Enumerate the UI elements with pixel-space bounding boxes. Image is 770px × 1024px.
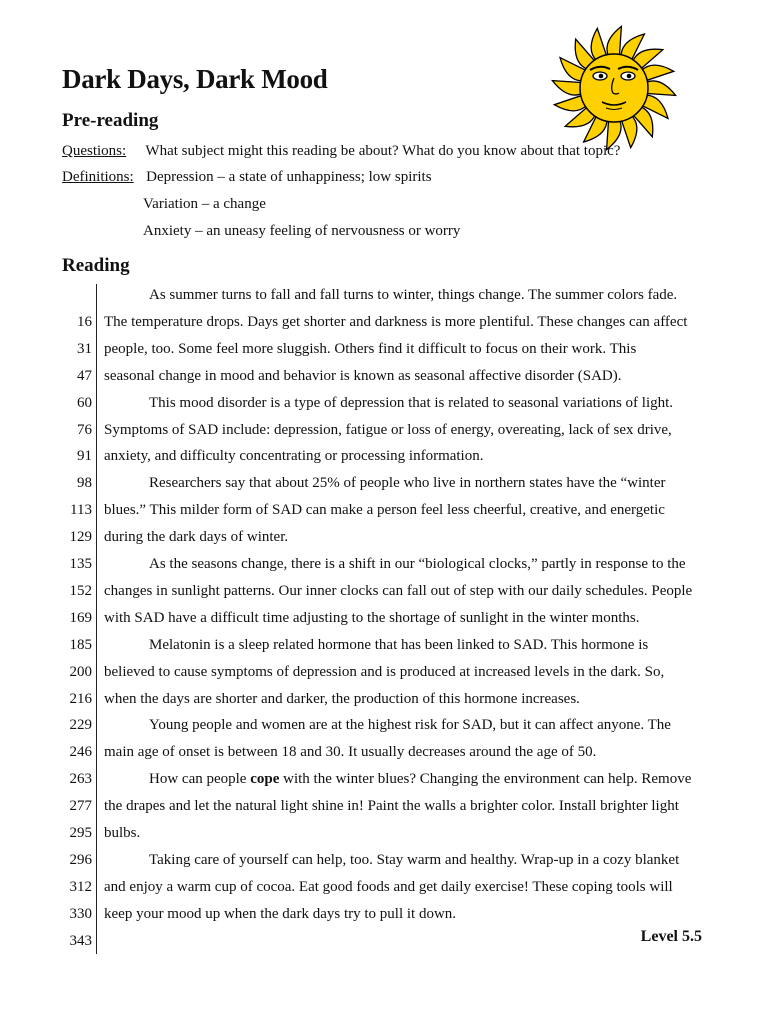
definitions-row (62, 169, 432, 186)
line-number: 263 (69, 771, 92, 787)
reading-heading: Reading (62, 255, 130, 276)
reading-line: As summer turns to fall and fall turns to winter, things change. The summer colors fade. (149, 287, 678, 303)
cope-keyword: cope (250, 771, 280, 787)
line-number: 76 (77, 422, 92, 438)
line-number: 16 (77, 314, 92, 330)
reading-line: Taking care of yourself can help, too. Stay warm and healthy. Wrap-up in a cozy blanket (149, 852, 680, 868)
line-number: 277 (69, 798, 92, 814)
line-number: 31 (77, 341, 92, 357)
definition-variation: Variation – a change (143, 196, 266, 212)
reading-line: and enjoy a warm cup of cocoa. Eat good foods and get daily exercise! These coping tools will (104, 879, 673, 895)
reading-line: keep your mood up when the dark days try to pull it down. (104, 906, 457, 922)
reading-line: This mood disorder is a type of depression that is related to seasonal variations of light. (149, 395, 674, 411)
reading-line: blues.” This milder form of SAD can make a person feel less cheerful, creative, and energetic (104, 502, 665, 518)
reading-line: with SAD have a difficult time adjusting to the shortage of sunlight in the winter months. (104, 610, 640, 626)
line-number: 185 (69, 637, 92, 653)
questions-label: Questions: (62, 143, 127, 159)
reading-line: when the days are shorter and darker, the production of this hormone increases. (104, 691, 580, 707)
prereading-heading: Pre-reading (62, 110, 159, 131)
line-number: 169 (69, 610, 92, 626)
level-label: Level 5.5 (640, 928, 702, 945)
reading-line: As the seasons change, there is a shift in our “biological clocks,” partly in response to the (149, 556, 686, 572)
sun-face-icon (546, 18, 682, 154)
line-number: 246 (69, 744, 92, 760)
reading-line: believed to cause symptoms of depression and is produced at increased levels in the dark. So, (104, 664, 665, 680)
reading-line: bulbs. (104, 825, 141, 841)
reading-line: The temperature drops. Days get shorter and darkness is more plentiful. These changes can affect (104, 314, 688, 330)
definitions-label: Definitions: (62, 169, 134, 185)
line-number: 330 (69, 906, 92, 922)
reading-line: Symptoms of SAD include: depression, fatigue or loss of energy, overeating, lack of sex drive, (104, 422, 672, 438)
line-number: 229 (69, 717, 92, 733)
cope-line-after: with the winter blues? Changing the environment can help. Remove (279, 771, 692, 787)
questions-text: What subject might this reading be about? What do you know about that topic? (145, 143, 621, 159)
page-title: Dark Days, Dark Mood (62, 64, 328, 94)
reading-line: changes in sunlight patterns. Our inner clocks can fall out of step with our daily schedules. People (104, 583, 693, 599)
reading-line: main age of onset is between 18 and 30. It usually decreases around the age of 50. (104, 744, 597, 760)
line-number: 113 (70, 502, 92, 518)
definition-depression: Depression – a state of unhappiness; low spirits (146, 169, 432, 185)
line-number: 135 (69, 556, 92, 572)
reading-line: during the dark days of winter. (104, 529, 289, 545)
reading-line: people, too. Some feel more sluggish. Others find it difficult to focus on their work. This (104, 341, 637, 357)
reading-line: Melatonin is a sleep related hormone that has been linked to SAD. This hormone is (149, 637, 649, 653)
line-number: 295 (69, 825, 92, 841)
reading-line: the drapes and let the natural light shine in! Paint the walls a brighter color. Install brighter light (104, 798, 679, 814)
reading-line: anxiety, and difficulty concentrating or processing information. (104, 448, 484, 464)
reading-line: Young people and women are at the highest risk for SAD, but it can affect anyone. The (149, 717, 671, 733)
line-number: 200 (69, 664, 92, 680)
line-number-divider (96, 284, 97, 954)
reading-line: Researchers say that about 25% of people who live in northern states have the “winter (149, 475, 666, 491)
line-number: 98 (77, 475, 92, 491)
line-number: 296 (69, 852, 92, 868)
questions-row (62, 143, 620, 160)
line-number: 91 (77, 448, 92, 464)
cope-line-before: How can people (149, 771, 251, 787)
definition-anxiety: Anxiety – an uneasy feeling of nervousness or worry (143, 223, 461, 239)
reading-line: seasonal change in mood and behavior is known as seasonal affective disorder (SAD). (104, 368, 622, 384)
reading-line (149, 771, 754, 788)
line-number: 343 (69, 933, 92, 949)
line-number: 60 (77, 395, 92, 411)
line-number: 216 (69, 691, 92, 707)
line-number: 152 (69, 583, 92, 599)
line-number: 312 (69, 879, 92, 895)
line-number: 47 (77, 368, 92, 384)
line-number: 129 (69, 529, 92, 545)
